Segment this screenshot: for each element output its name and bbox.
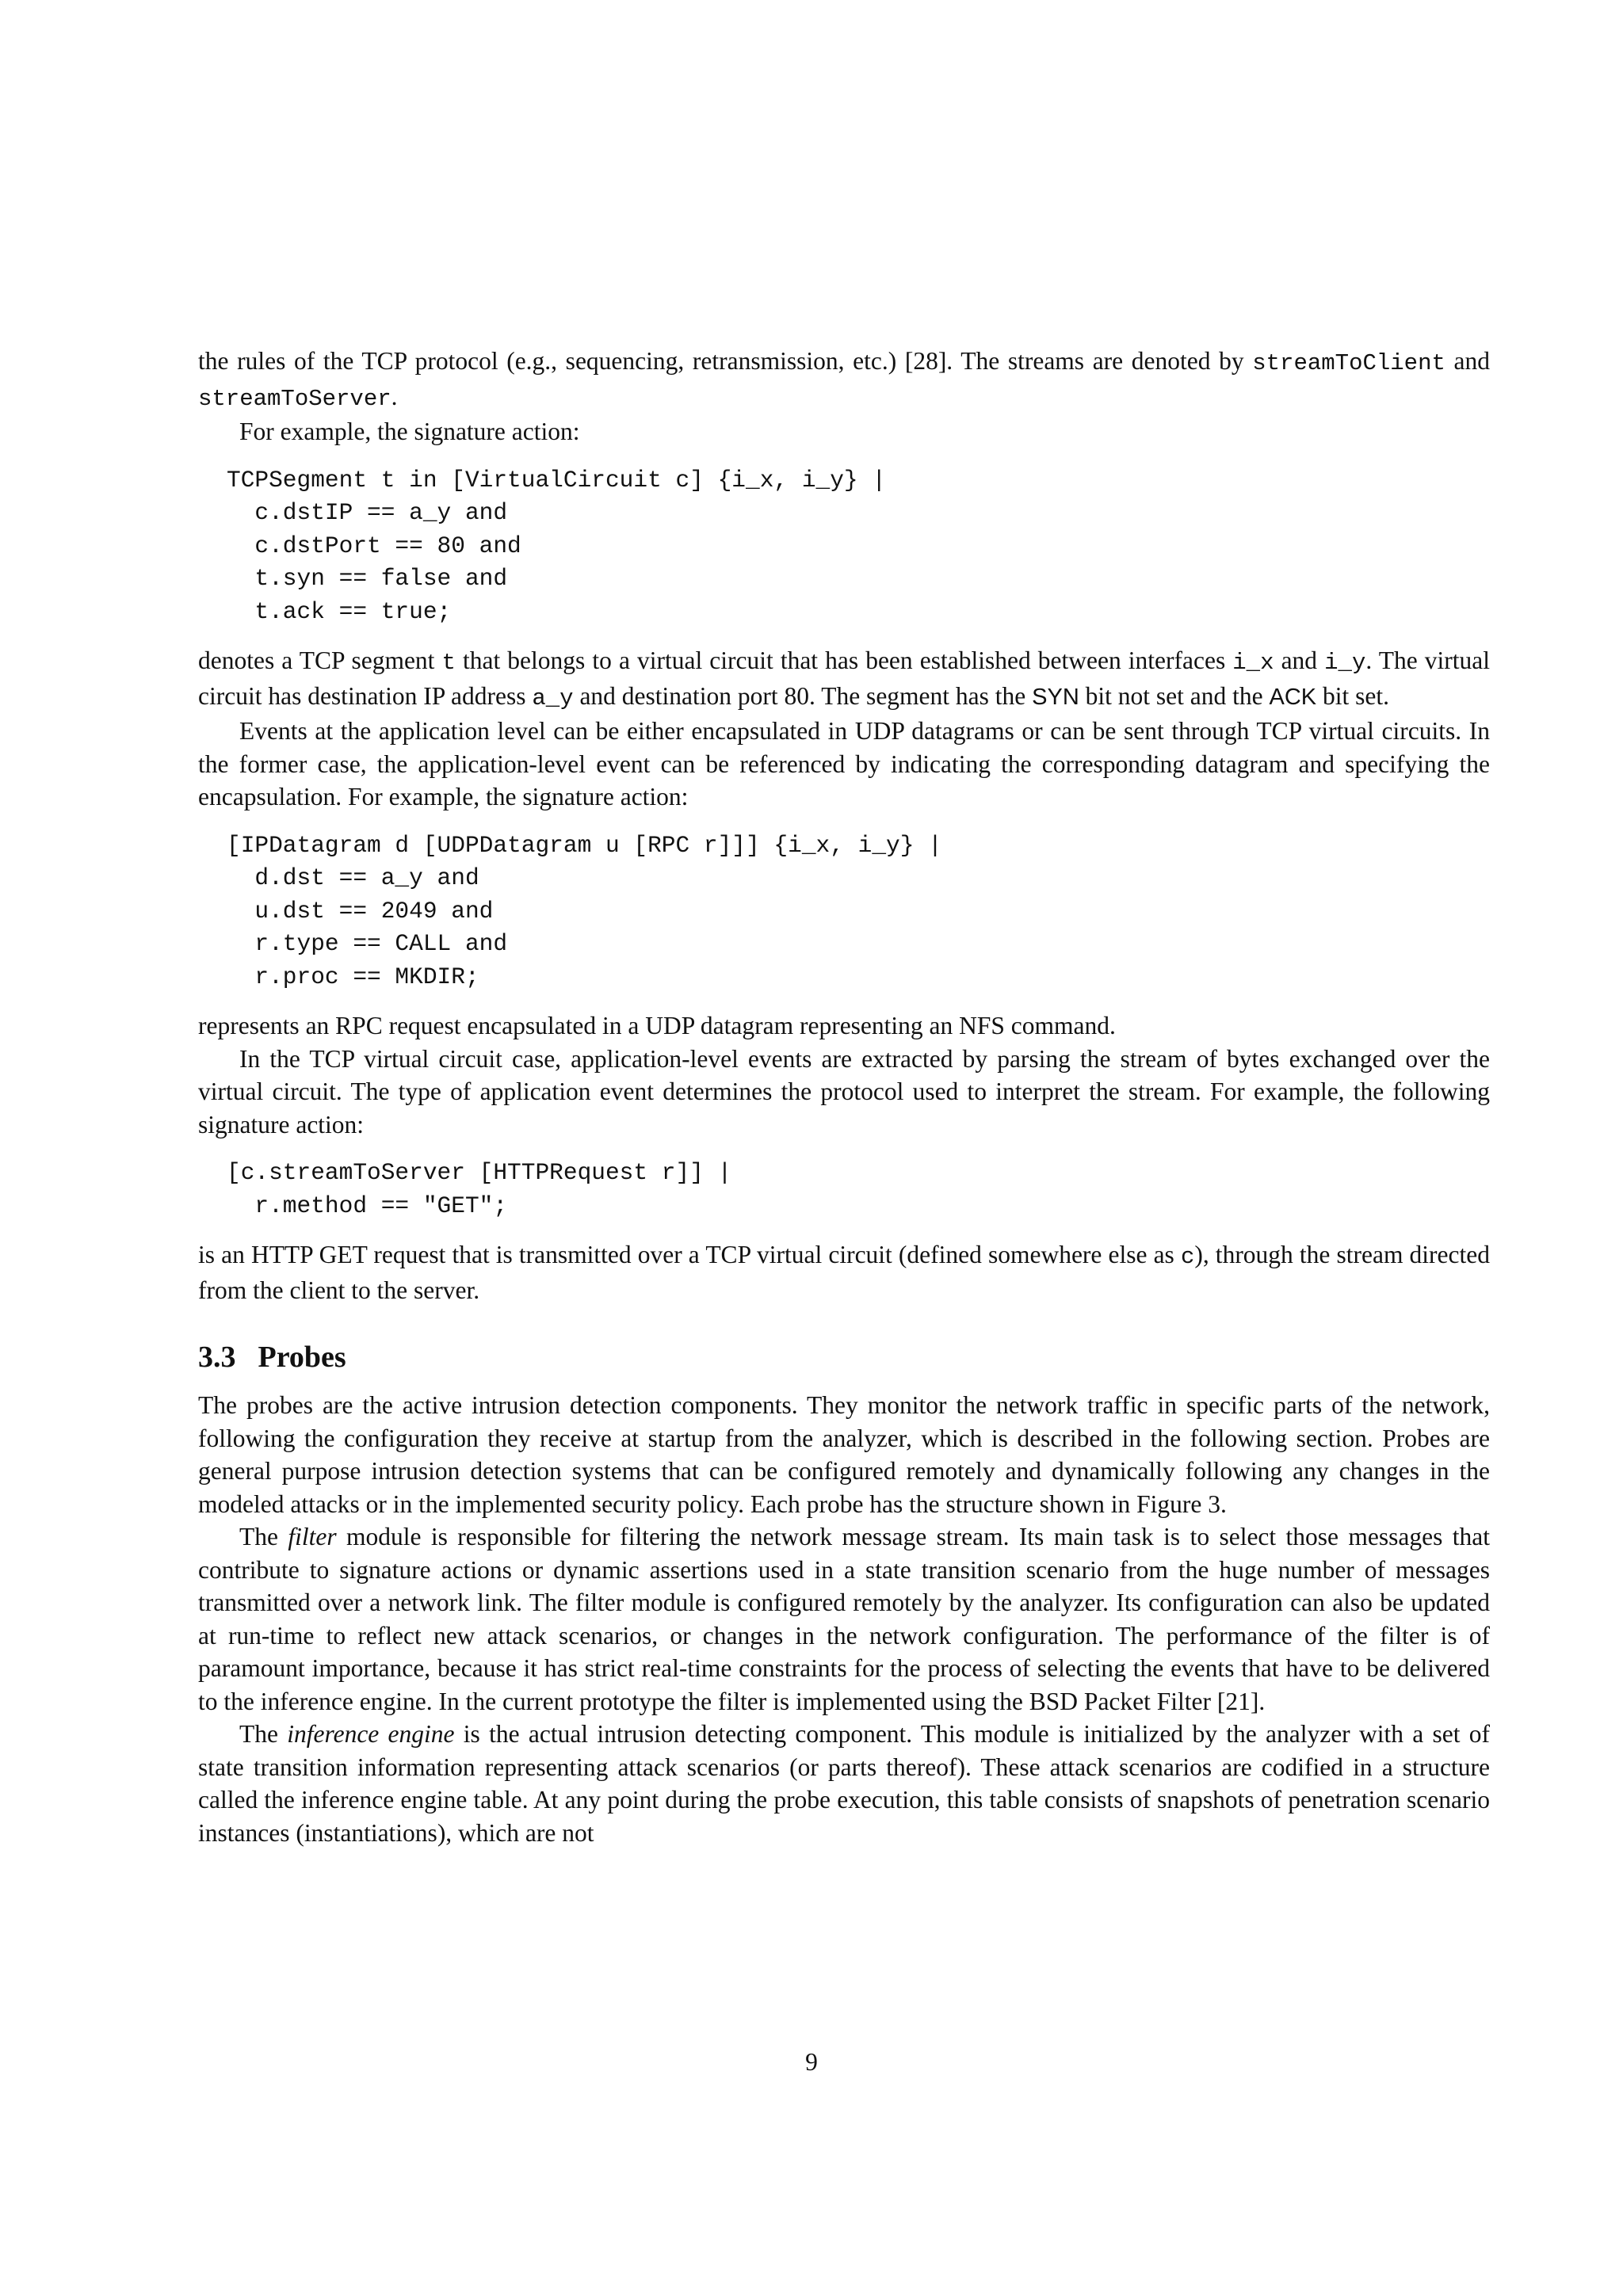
paragraph-example-intro: For example, the signature action: — [239, 418, 580, 445]
text-run: . The virtual circuit has destination IP address — [198, 646, 1491, 710]
paragraph-probes-intro: The probes are the active intrusion detection components. They monitor the network traffic in specific parts of the network, following the configuration they receive at startup from the analyzer, which is described in the following section. Probes are general purpose intrusion detection systems that can be configured remotely and dynamically following any changes in the modeled attacks or in the implemented security policy. Each probe has the structure shown in Figure 3. — [198, 1391, 1490, 1518]
text-run: module is responsible for filtering the network message stream. Its main task is to select those messages that contribute to signature actions or dynamic assertions used in a state transition scenario from the huge number of messages transmitted over a network link. The filter module is configured remotely by the analyzer. Its configuration can also be updated at run-time to reflect new attack scenarios, or changes in the network configuration. The performance of the filter is of paramount importance, because it has strict real-time constraints for the process of selecting the events that have to be delivered to the inference engine. In the current prototype the filter is implemented using the BSD Packet Filter [21]. — [198, 1523, 1490, 1715]
paragraph-application-events: Events at the application level can be either encapsulated in UDP datagrams or can be sent through TCP virtual circuits. In the former case, the application-level event can be referenced by indicating the corresponding datagram and specifying the encapsulation. For example, the signature action: — [198, 717, 1490, 810]
flag-name: SYN — [1032, 684, 1079, 710]
text-run: and destination port 80. The segment has the — [573, 681, 1033, 710]
paragraph-virtual-circuit-case: In the TCP virtual circuit case, application-level events are extracted by parsing the stream of bytes exchanged over the virtual circuit. The type of application event determines the protocol used to interpret the stream. For example, the following signature action: — [198, 1044, 1490, 1138]
paragraph-inference-engine — [198, 1718, 1490, 1849]
inline-code: i_x — [1232, 650, 1274, 676]
text-run: that belongs to a virtual circuit that has been established between interfaces — [455, 646, 1233, 674]
text-run: is the actual intrusion detecting component. This module is initialized by the analyzer with a set of state transition information representing attack scenarios (or parts thereof). These attack scenarios are codified in a structure called the inference engine table. At any point during the probe execution, this table consists of snapshots of penetration scenario instances (instantiations), which are not — [198, 1720, 1490, 1847]
paragraph-tcp-streams — [198, 345, 1490, 415]
paragraph-tcp-segment-explanation — [198, 644, 1490, 715]
section-heading — [198, 1338, 1490, 1376]
inline-code: i_y — [1324, 650, 1366, 676]
text-run: bit set. — [1316, 681, 1390, 710]
text-run: is an HTTP GET request that is transmitted over a TCP virtual circuit (defined somewhere else as — [198, 1241, 1181, 1268]
paragraph-http-get — [198, 1238, 1490, 1306]
inline-code: c — [1180, 1244, 1195, 1270]
text-run: . — [391, 382, 398, 410]
page-number: 9 — [805, 2048, 818, 2076]
code-block-http-request: [c.streamToServer [HTTPRequest r]] | r.method == "GET"; — [227, 1159, 732, 1219]
text-run: The — [239, 1523, 288, 1550]
flag-name: ACK — [1269, 684, 1317, 710]
code-block-tcp-segment: TCPSegment t in [VirtualCircuit c] {i_x, i_y} | c.dstIP == a_y and c.dstPort == 80 and t.syn == false and t.ack == true; — [227, 466, 887, 625]
section-number: 3.3 — [198, 1341, 236, 1374]
text-run: denotes a TCP segment — [198, 646, 442, 674]
section-title: Probes — [258, 1341, 346, 1374]
inline-code: streamToServer — [198, 385, 391, 412]
text-run: and — [1445, 347, 1490, 375]
text-run: and — [1274, 646, 1325, 674]
emphasis-term: inference engine — [287, 1720, 455, 1748]
text-run: bit not set and the — [1079, 681, 1270, 710]
text-run: the rules of the TCP protocol (e.g., sequencing, retransmission, etc.) [28]. The streams are denoted by — [198, 347, 1253, 375]
page-body — [198, 345, 1490, 1849]
emphasis-term: filter — [288, 1523, 337, 1550]
code-block-rpc-datagram: [IPDatagram d [UDPDatagram u [RPC r]]] {i_x, i_y} | d.dst == a_y and u.dst == 2049 and r.type == CALL and r.proc == MKDIR; — [227, 831, 942, 990]
text-run: The — [239, 1720, 288, 1748]
paragraph-rpc-request: represents an RPC request encapsulated in a UDP datagram representing an NFS command. — [198, 1012, 1116, 1039]
inline-code: t — [441, 650, 456, 676]
text-run: ), through the stream directed from the client to the server. — [198, 1241, 1490, 1304]
paragraph-filter-module — [198, 1520, 1490, 1718]
inline-code: streamToClient — [1252, 350, 1445, 376]
inline-code: a_y — [532, 685, 574, 711]
